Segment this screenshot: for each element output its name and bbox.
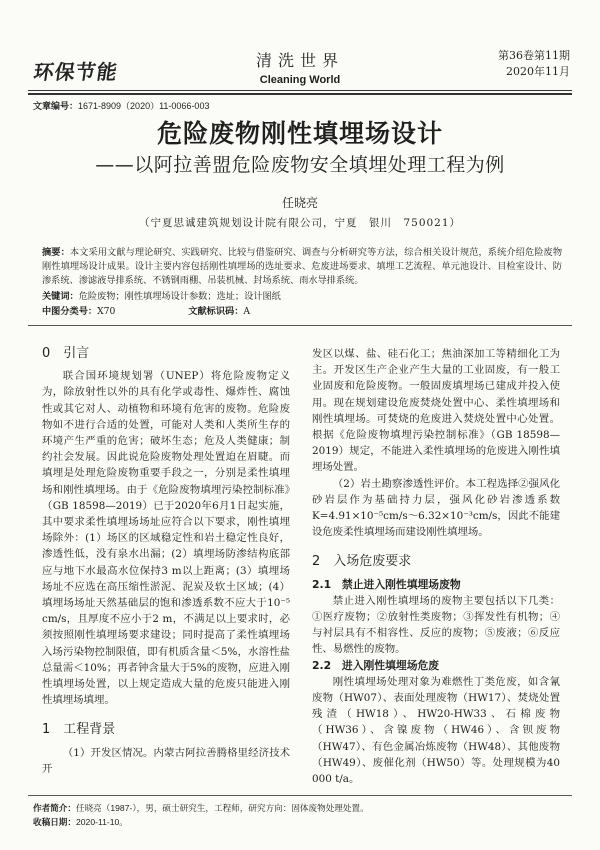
clc-label: 中图分类号： (42, 306, 98, 317)
article-number-value: 1671-8909（2020）11-0066-003 (78, 101, 210, 111)
geotech-paragraph: （2）岩土勘察渗透性评价。本工程选择②强风化砂岩层作为基础持力层，强风化砂岩渗透系数K=4.91×10⁻⁵cm/s～6.32×10⁻³cm/s，因此不能建设危废柔性填埋场而建设刚性填埋场。 (312, 477, 560, 539)
subsection-heading-prohibited: 2.1 禁止进入刚性填埋场废物 (312, 577, 461, 591)
masthead-logo: 环保节能 (32, 60, 120, 84)
article-number (33, 99, 209, 112)
paper-subtitle: ——以阿拉善盟危险废物安全填埋处理工程为例 (95, 154, 505, 176)
background-paragraph-cont: 发区以煤、盐、硅石化工；焦油深加工等精细化工为主。开发区生产企业产生大量的工业固废，有一般工业固废和危险废物。一般固废填埋场已建成并投入使用。现在规划建设危废焚烧处置中心、柔性填埋场和刚性填埋场。可焚烧的危废进入焚烧处置中心处置。根据《危险废物填埋污染控制标准》（GB 18598—2019）规定，不能进入柔性填埋场的危废进入刚性填埋场处置。 (312, 348, 560, 474)
doc-code-label: 文献标识码： (188, 306, 244, 317)
author-bio-text: 任晓亮（1987-），男，硕士研究生，工程师，研究方向：固体废物处理处置。 (75, 803, 369, 813)
subsection-heading-accepted: 2.2 进入刚性填埋场危废 (312, 658, 440, 672)
section-rule (28, 325, 572, 326)
keywords-label: 关键词： (42, 291, 79, 302)
section-heading-intro: 0 引言 (42, 346, 90, 361)
section-heading-entry-requirements: 2 入场危废要求 (312, 554, 412, 570)
author-affiliation: （宁夏思诚建筑规划设计院有限公司，宁夏 银川 750021） (138, 217, 462, 229)
clc-value: X70 (97, 306, 116, 317)
prohibited-paragraph: 禁止进入刚性填埋场的废物主要包括以下几类：①医疗废物；②放射性类废物；③挥发性有机物；④与衬层具有不相容性、反应的废物；⑤废液；⑥反应性、易燃性的废物。 (312, 594, 560, 656)
intro-paragraph: 联合国环境规划署（UNEP）将危险废物定义为，除放射性以外的具有化学或毒性、爆炸性、腐蚀性或其它对人、动植物和环境有危害的废物。危险废物如不进行合适的处置，可能对人类和人类所生存的环境产生严重的危害；破坏生态；危及人类健康；制约社会发展。因此说危险废物处理处置迫在眉睫。而填埋是处理危险废物重要手段之一，分别是柔性填埋场和刚性填埋场。由于《危险废物填埋污染控制标准》（GB 18598—2019）已于2020年6月1日起实施，其中要求柔性填埋场场址应符合以下要求，刚性填埋场除外：(1）场区的区域稳定性和岩土稳定性良好，渗透性低，没有泉水出漏；(2）填埋场防渗结构底部应与地下水最高水位保持3 m以上距离；(3）填埋场场址不应选在高压缩性淤泥、泥炭及软土区域；(4）填埋场场址天然基础层的饱和渗透系数不应大于10⁻⁵ cm/s，且厚度不应小于2 m，不满足以上要求时，必须按照刚性填埋场要求建设；同时提高了柔性填埋场入场污染物控制限值，即有机质含量＜5%，水溶性盐总量需＜10%；再者钟含量大于5%的废物，应进入刚性填埋场处置，以上规定造成大量的危废只能进入刚性填埋场填埋。 (42, 370, 290, 707)
accepted-paragraph: 刚性填埋场处理对象为难燃性丁类危废，如含氰废物（HW07）、表面处理废物（HW17）、焚烧处置残渣（HW18）、HW20-HW33、石棉废物（HW36）、含镍废物（HW46）、含钡废物（HW47）、有色金属冶炼废物（HW48）、其他废物（HW49）、废催化剂（HW50）等。处理规模为40 000 t/a。 (312, 675, 560, 786)
abstract (42, 246, 562, 288)
header-rule-thick (28, 93, 572, 95)
background-paragraph: （1）开发区情况。内蒙古阿拉善腾格里经济技术开 (42, 746, 290, 775)
classification (42, 305, 442, 319)
right-column (312, 346, 560, 787)
abstract-text: 本文采用文献与理论研究、实践研究、比较与借鉴研究、调查与分析研究等方法，综合相关设计规范，系统介绍危险废物刚性填埋场设计成果。设计主要内容包括刚性填埋场的选址要求、危废进场要求、填埋工艺流程、单元池设计、目检室设计、防渗系统、渗滤液导排系统、不锈钢雨棚、吊装机械、封场系统、雨水导排系统。 (42, 247, 563, 286)
journal-name-cn: 清洗世界 (255, 51, 344, 70)
author-name: 任晓亮 (281, 196, 318, 210)
header-rule (28, 90, 572, 91)
journal-name-en: Cleaning World (259, 74, 341, 86)
footnote (33, 801, 573, 829)
keywords-text: 危险废物；刚性填埋场设计参数；选址；设计图纸 (78, 291, 281, 302)
section-heading-background: 1 工程背景 (42, 722, 116, 738)
issue-date: 2020年11月 (506, 65, 570, 78)
left-column (42, 346, 290, 777)
volume-issue: 第36卷第11期 (498, 49, 570, 62)
paper-title: 危险废物刚性填埋场设计 (156, 119, 443, 148)
keywords (42, 290, 562, 304)
author-bio-label: 作者简介： (33, 803, 76, 813)
article-number-label: 文章编号： (33, 101, 79, 111)
footnote-rule (28, 795, 572, 796)
abstract-label: 摘要： (42, 247, 70, 258)
doc-code-value: A (243, 306, 251, 317)
received-date-text: 2020-11-10。 (75, 817, 128, 827)
received-date (33, 815, 573, 829)
issue-info (440, 48, 570, 80)
received-date-label: 收稿日期： (33, 817, 76, 827)
author-bio (33, 801, 573, 815)
journal-name (200, 48, 400, 86)
